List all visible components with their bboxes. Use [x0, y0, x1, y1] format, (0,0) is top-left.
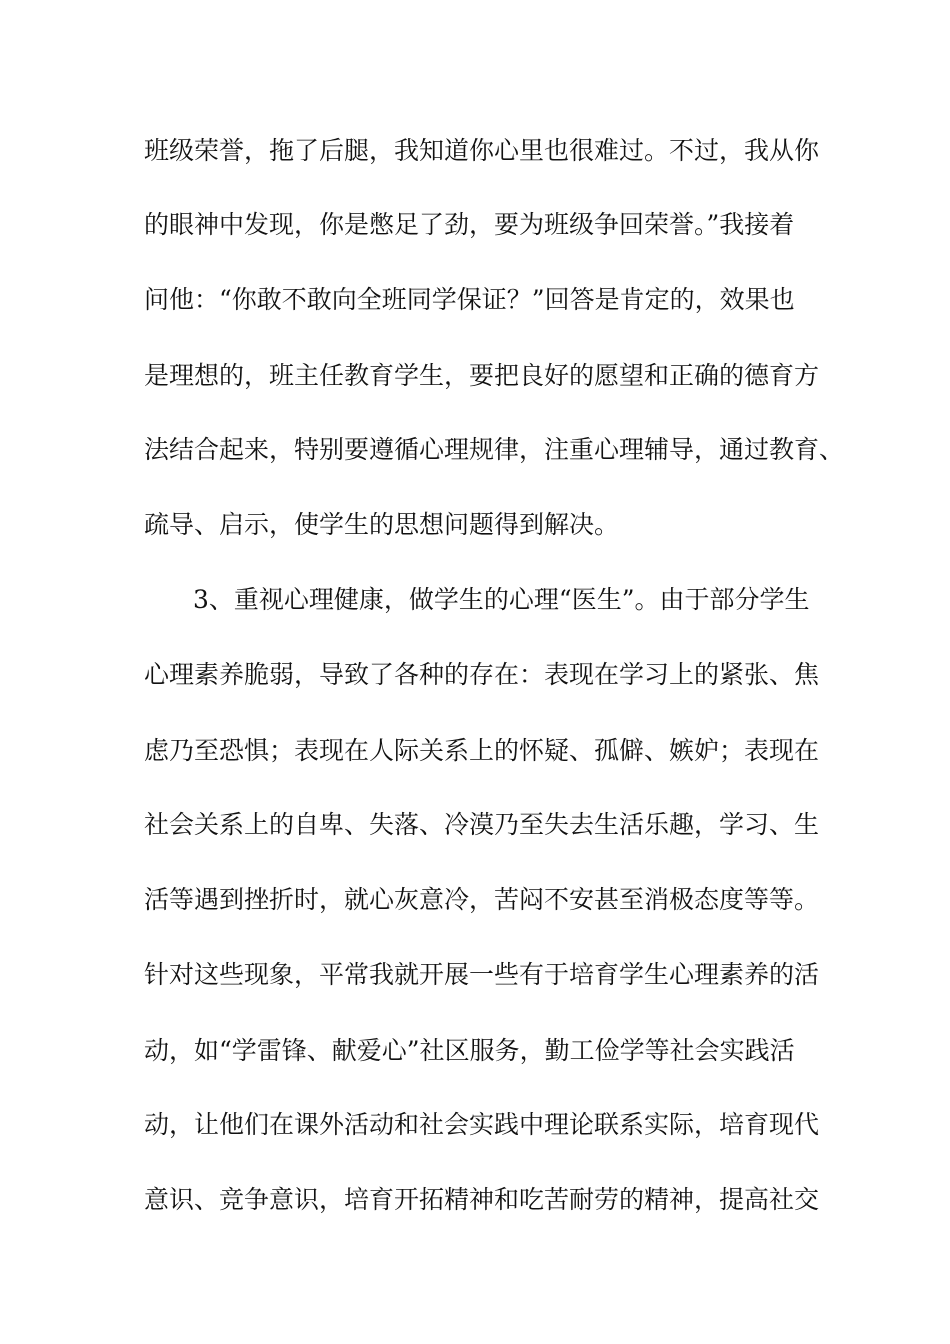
text-line: 活等遇到挫折时，就心灰意冷，苦闷不安甚至消极态度等等。 — [144, 885, 820, 914]
text-line: 虑乃至恐惧；表现在人际关系上的怀疑、孤僻、嫉妒；表现在 — [144, 736, 820, 765]
text-line: 的眼神中发现，你是憋足了劲，要为班级争回荣誉。”我接着 — [144, 210, 795, 239]
text-line: 问他：“你敢不敢向全班同学保证？”回答是肯定的，效果也 — [144, 285, 795, 314]
text-line: 班级荣誉，拖了后腿，我知道你心里也很难过。不过，我从你 — [144, 136, 820, 165]
text-line: 是理想的，班主任教育学生，要把良好的愿望和正确的德育方 — [144, 361, 820, 390]
text-line: 意识、竞争意识，培育开拓精神和吃苦耐劳的精神，提高社交 — [144, 1185, 820, 1214]
text-line: 动，如“学雷锋、献爱心”社区服务，勤工俭学等社会实践活 — [144, 1036, 795, 1065]
text-line: 法结合起来，特别要遵循心理规律，注重心理辅导，通过教育、 — [144, 435, 845, 464]
text-line: 针对这些现象，平常我就开展一些有于培育学生心理素养的活 — [144, 960, 820, 989]
text-line: 动，让他们在课外活动和社会实践中理论联系实际，培育现代 — [144, 1110, 820, 1139]
text-line: 社会关系上的自卑、失落、冷漠乃至失去生活乐趣，学习、生 — [144, 810, 820, 839]
paragraph-first-line: 3、重视心理健康，做学生的心理“医生”。由于部分学生 — [193, 585, 810, 614]
text-line: 疏导、启示，使学生的思想问题得到解决。 — [144, 510, 620, 539]
text-line: 心理素养脆弱，导致了各种的存在：表现在学习上的紧张、焦 — [144, 660, 820, 689]
